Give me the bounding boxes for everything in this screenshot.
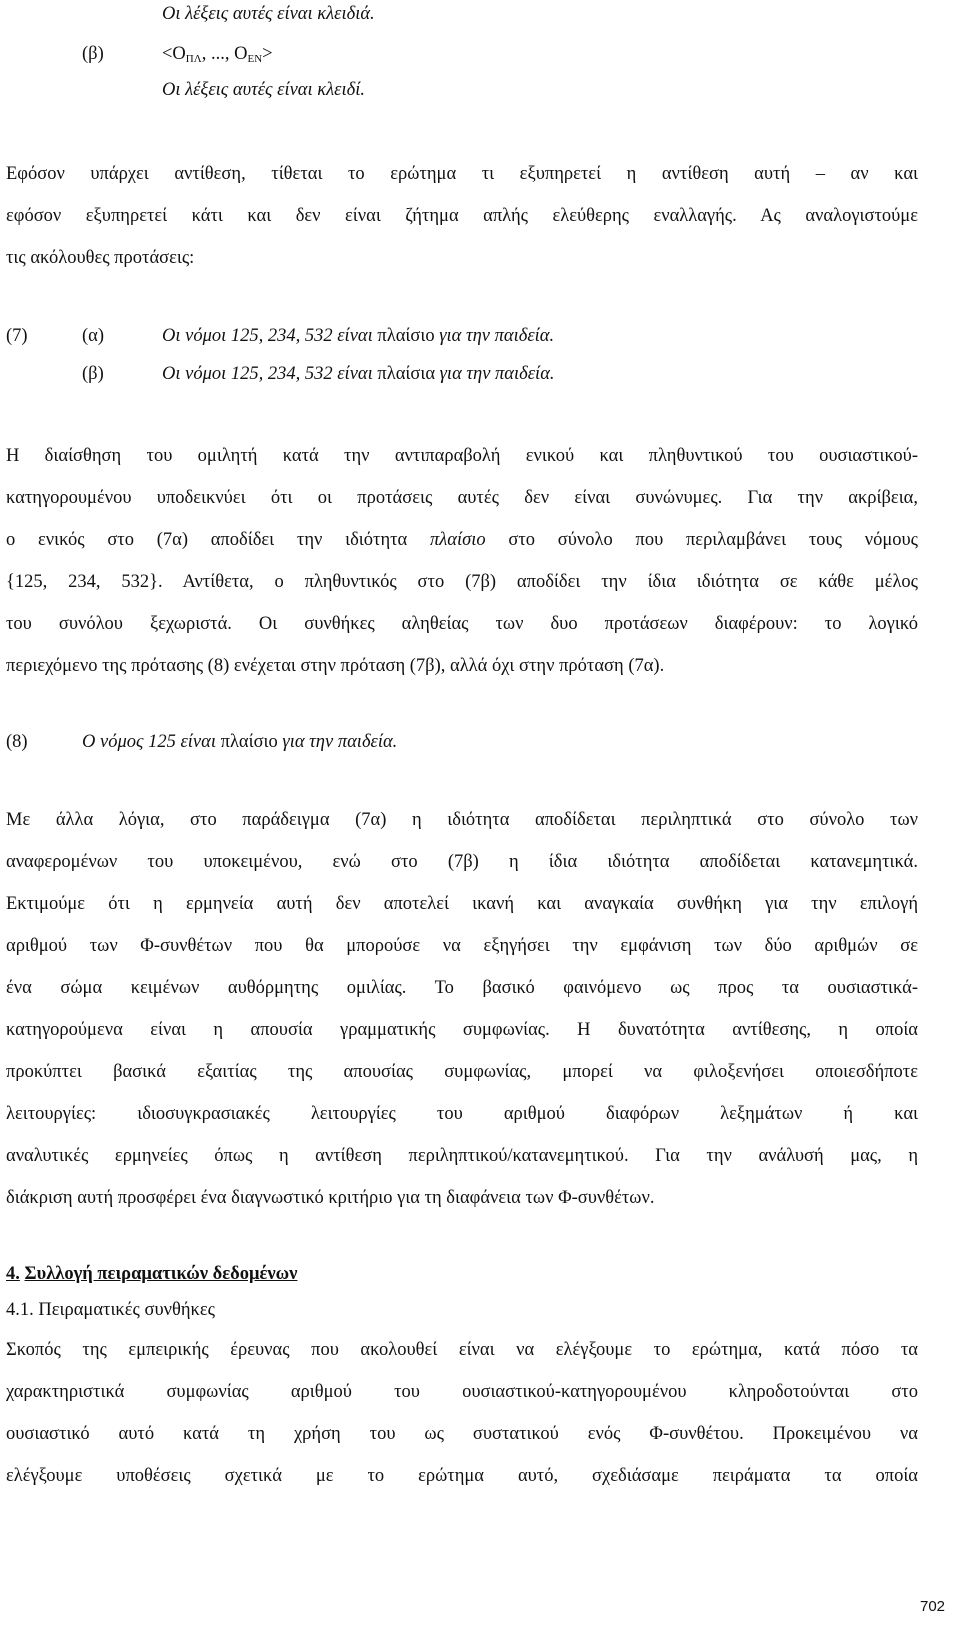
para3-line: κατηγορούμενα είναι η απουσία γραμματικής συμφωνίας. Η δυνατότητα αντίθεσης, η οποία — [6, 1020, 918, 1040]
example-7-number: (7) — [6, 326, 28, 346]
example-7b-text: Οι νόμοι 125, 234, 532 είναι πλαίσια για την παιδεία. — [162, 364, 555, 384]
example-7b-label: (β) — [82, 364, 104, 384]
para2-line: περιεχόμενο της πρότασης (8) ενέχεται στην πρόταση (7β), αλλά όχι στην πρόταση (7α). — [6, 656, 665, 676]
subsection-heading: 4.1. Πειραματικές συνθήκες — [6, 1300, 215, 1320]
para4-line: χαρακτηριστικά συμφωνίας αριθμού του ουσιαστικού-κατηγορουμένου κληροδοτούνται στο — [6, 1382, 918, 1402]
section-heading: 4. Συλλογή πειραματικών δεδομένων — [6, 1264, 298, 1284]
example-6a-gloss: Οι λέξεις αυτές είναι κλειδιά. — [162, 4, 375, 24]
example-6b-notation: $<O_{\Pi\Lambda}$, ..., $O_{EN}>$ — [162, 44, 273, 65]
para2-line: Η διαίσθηση του ομιλητή κατά την αντιπαραβολή ενικού και πληθυντικού του ουσιαστικού- — [6, 446, 918, 466]
para2-line: κατηγορουμένου υποδεικνύει ότι οι προτάσεις αυτές δεν είναι συνώνυμες. Για την ακρίβεια, — [6, 488, 918, 508]
example-6b-gloss: Οι λέξεις αυτές είναι κλειδί. — [162, 80, 365, 100]
example-6b-label: (β) — [82, 44, 104, 64]
para3-line: αριθμού των Φ-συνθέτων που θα μπορούσε να εξηγήσει την εμφάνιση των δύο αριθμών σε — [6, 936, 918, 956]
para2-line: {125, 234, 532}. Αντίθετα, ο πληθυντικός στο (7β) αποδίδει την ίδια ιδιότητα σε κάθε μέλος — [6, 572, 918, 592]
example-7a-label: (α) — [82, 326, 105, 346]
para1-line: Εφόσον υπάρχει αντίθεση, τίθεται το ερώτημα τι εξυπηρετεί η αντίθεση αυτή – αν και — [6, 164, 918, 184]
para1-line: εφόσον εξυπηρετεί κάτι και δεν είναι ζήτημα απλής ελεύθερης εναλλαγής. Ας αναλογιστούμε — [6, 206, 918, 226]
page-number: 702 — [920, 1598, 946, 1615]
para2-line: του συνόλου ξεχωριστά. Οι συνθήκες αληθείας των δυο προτάσεων διαφέρουν: το λογικό — [6, 614, 918, 634]
para1-line: τις ακόλουθες προτάσεις: — [6, 248, 195, 268]
para3-line: αναφερομένων του υποκειμένου, ενώ στο (7β) η ίδια ιδιότητα αποδίδεται κατανεμητικά. — [6, 852, 918, 872]
para2-line: ο ενικός στο (7α) αποδίδει την ιδιότητα πλαίσιο στο σύνολο που περιλαμβάνει τους νόμους — [6, 530, 918, 550]
para3-line: Εκτιμούμε ότι η ερμηνεία αυτή δεν αποτελεί ικανή και αναγκαία συνθήκη για την επιλογή — [6, 894, 918, 914]
para4-line: ελέγξουμε υποθέσεις σχετικά με το ερώτημα αυτό, σχεδιάσαμε πειράματα τα οποία — [6, 1466, 918, 1486]
example-8-text: Ο νόμος 125 είναι πλαίσιο για την παιδεία. — [82, 732, 398, 752]
para3-line: λειτουργίες: ιδιοσυγκρασιακές λειτουργίες του αριθμού διαφόρων λεξημάτων ή και — [6, 1104, 918, 1124]
para3-line: αναλυτικές ερμηνείες όπως η αντίθεση περιληπτικού/κατανεμητικού. Για την ανάλυσή μας, η — [6, 1146, 918, 1166]
example-7a-text: Οι νόμοι 125, 234, 532 είναι πλαίσιο για την παιδεία. — [162, 326, 555, 346]
para3-line: προκύπτει βασικά εξαιτίας της απουσίας συμφωνίας, μπορεί να φιλοξενήσει οποιεσδήποτε — [6, 1062, 918, 1082]
para3-line: ένα σώμα κειμένων αυθόρμητης ομιλίας. Το βασικό φαινόμενο ως προς τα ουσιαστικά- — [6, 978, 918, 998]
para4-line: Σκοπός της εμπειρικής έρευνας που ακολουθεί είναι να ελέγξουμε το ερώτημα, κατά πόσο τα — [6, 1340, 918, 1360]
para3-line: διάκριση αυτή προσφέρει ένα διαγνωστικό κριτήριο για τη διαφάνεια των Φ-συνθέτων. — [6, 1188, 655, 1208]
para4-line: ουσιαστικό αυτό κατά τη χρήση του ως συστατικού ενός Φ-συνθέτου. Προκειμένου να — [6, 1424, 918, 1444]
para3-line: Με άλλα λόγια, στο παράδειγμα (7α) η ιδιότητα αποδίδεται περιληπτικά στο σύνολο των — [6, 810, 918, 830]
example-8-number: (8) — [6, 732, 28, 752]
